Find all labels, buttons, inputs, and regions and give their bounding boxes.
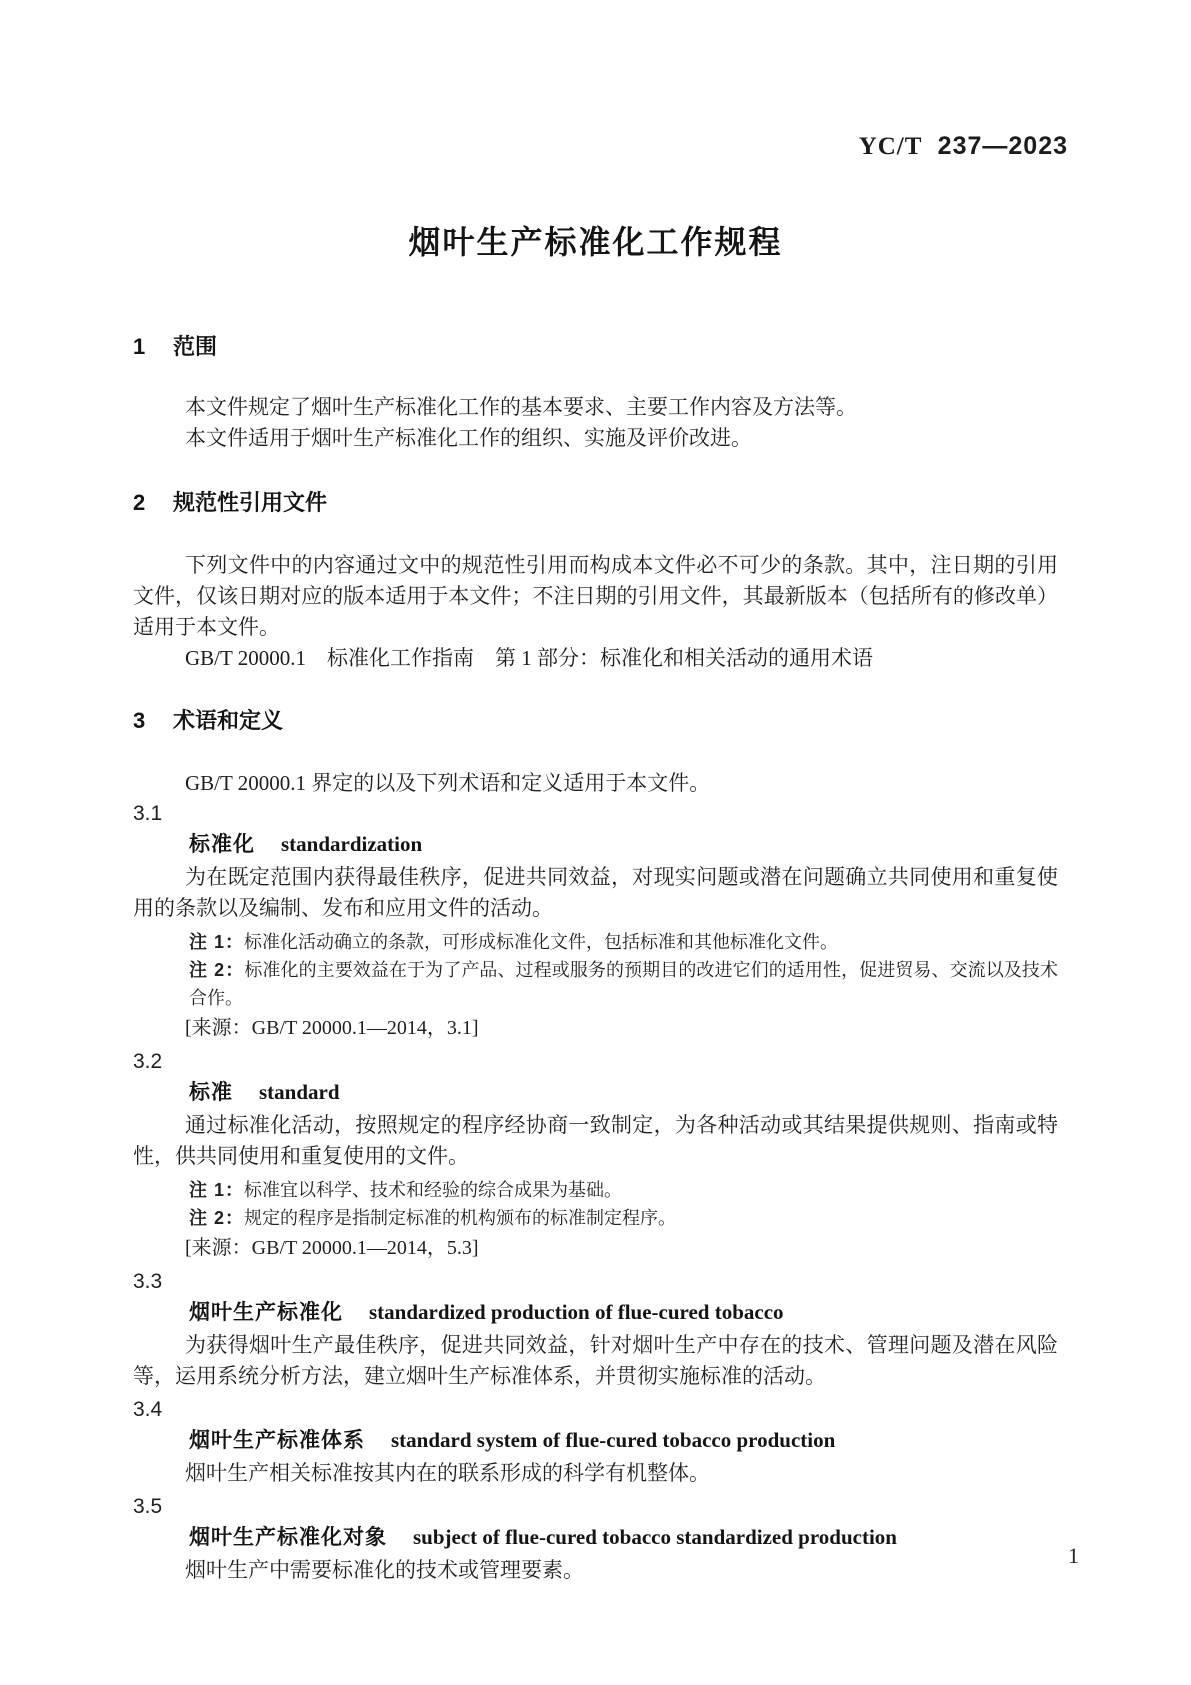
note-label: 注 1： [189,1180,245,1200]
page-number: 1 [1068,1543,1079,1568]
section-heading-terms-definitions [133,707,1058,735]
references-paragraph: 下列文件中的内容通过文中的规范性引用而构成本文件必不可少的条款。其中，注日期的引用文件，仅该日期对应的版本适用于本文件；不注日期的引用文件，其最新版本（包括所有的修改单）适用于本文件。 [133,553,1058,639]
term-number: 3.5 [133,1495,163,1518]
term-definition: 为在既定范围内获得最佳秩序，促进共同效益，对现实问题或潜在问题确立共同使用和重复使用的条款以及编制、发布和应用文件的活动。 [133,865,1058,920]
document-code-number: 237—2023 [937,132,1068,160]
term-heading [133,1425,1058,1458]
term-definition: 烟叶生产中需要标准化的技术或管理要素。 [185,1558,584,1582]
term-name-zh: 标准化 [189,833,255,856]
note-text: 规定的程序是指制定标准的机构颁布的标准制定程序。 [244,1208,677,1228]
term-name-zh: 烟叶生产标准化 [189,1301,343,1324]
term-number: 3.3 [133,1270,163,1293]
term-name-zh: 标准 [189,1081,233,1104]
section-heading-scope [133,333,1058,361]
term-name-en: standardization [281,832,423,856]
term-note-2 [133,1204,1058,1232]
term-note-1 [133,928,1058,956]
term-name-en: subject of flue-cured tobacco standardized production [413,1525,897,1549]
section-number: 1 [133,334,146,359]
term-definition: 通过标准化活动，按照规定的程序经协商一致制定，为各种活动或其结果提供规则、指南或特性，供共同使用和重复使用的文件。 [133,1113,1058,1168]
term-name-en: standard [259,1080,340,1104]
document-title: 烟叶生产标准化工作规程 [408,224,783,260]
scope-paragraph-2: 本文件适用于烟叶生产标准化工作的组织、实施及评价改进。 [185,426,752,450]
term-heading [133,829,1058,862]
term-heading [133,1522,1058,1555]
term-source: [来源：GB/T 20000.1—2014，5.3] [185,1237,479,1259]
referenced-standard: GB/T 20000.1 标准化工作指南 第 1 部分：标准化和相关活动的通用术语 [185,646,873,670]
section-heading-normative-references [133,489,1058,517]
section-number: 3 [133,708,146,733]
section-title: 范围 [173,334,218,359]
note-text: 标准化的主要效益在于为了产品、过程或服务的预期目的改进它们的适用性，促进贸易、交流以及技术合作。 [189,960,1058,1008]
term-heading [133,1077,1058,1110]
note-text: 标准宜以科学、技术和经验的综合成果为基础。 [244,1180,623,1200]
note-text: 标准化活动确立的条款，可形成标准化文件，包括标准和其他标准化文件。 [244,932,839,952]
section-title: 规范性引用文件 [173,490,328,515]
terms-intro-paragraph: GB/T 20000.1 界定的以及下列术语和定义适用于本文件。 [185,771,711,795]
term-definition: 烟叶生产相关标准按其内在的联系形成的科学有机整体。 [185,1461,710,1485]
term-number: 3.4 [133,1398,163,1421]
term-name-zh: 烟叶生产标准化对象 [189,1526,387,1549]
note-label: 注 2： [189,960,245,980]
term-number: 3.2 [133,1050,163,1073]
term-name-zh: 烟叶生产标准体系 [189,1429,365,1452]
section-title: 术语和定义 [173,708,284,733]
note-label: 注 2： [189,1208,245,1228]
term-definition: 为获得烟叶生产最佳秩序，促进共同效益，针对烟叶生产中存在的技术、管理问题及潜在风险等，运用系统分析方法，建立烟叶生产标准体系，并贯彻实施标准的活动。 [133,1333,1058,1388]
page-content [133,0,1068,1586]
term-source: [来源：GB/T 20000.1—2014，3.1] [185,1017,479,1039]
term-note-1 [133,1176,1058,1204]
section-number: 2 [133,490,146,515]
scope-paragraph-1: 本文件规定了烟叶生产标准化工作的基本要求、主要工作内容及方法等。 [185,395,857,419]
term-name-en: standard system of flue-cured tobacco production [391,1428,836,1452]
term-number: 3.1 [133,802,163,825]
term-heading [133,1297,1058,1330]
term-name-en: standardized production of flue-cured tobacco [369,1300,784,1324]
term-note-2 [133,956,1058,1012]
document-code-prefix: YC/T [858,133,923,160]
document-code [133,131,1068,161]
note-label: 注 1： [189,932,245,952]
